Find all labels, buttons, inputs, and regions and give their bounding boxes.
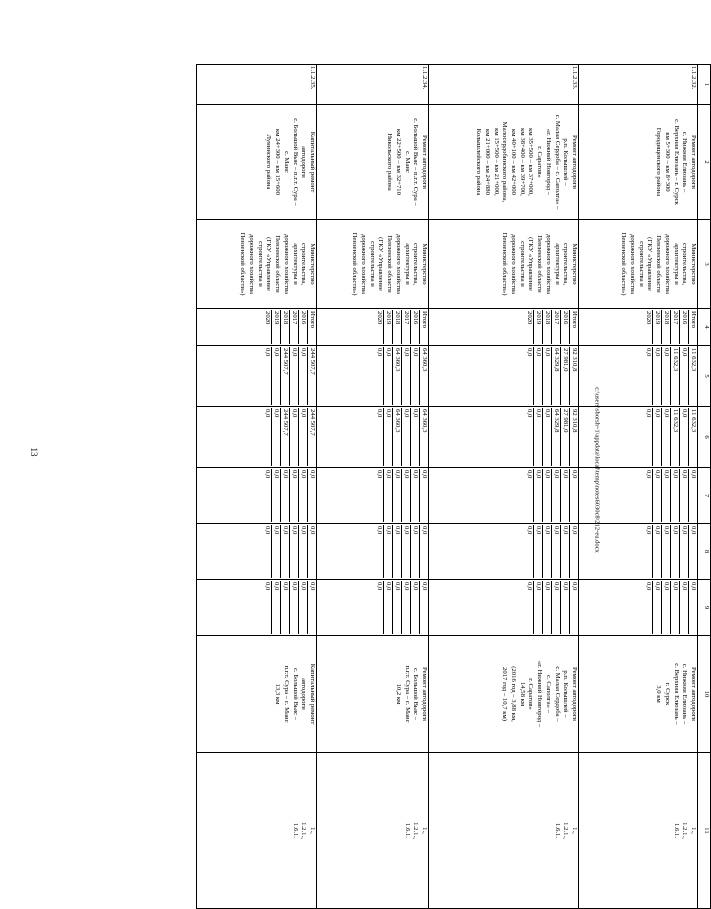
funding-col-8 bbox=[197, 524, 317, 580]
table-cell-value: Итого bbox=[420, 310, 428, 344]
funding-col-6 bbox=[579, 407, 698, 468]
table-cell-value: 0,0 bbox=[393, 469, 402, 522]
table-cell-value: 0,0 bbox=[561, 581, 570, 634]
table-cell-value: 0,0 bbox=[290, 581, 299, 634]
table-cell-value: 0,0 bbox=[411, 469, 420, 522]
table-cell-value: 0,0 bbox=[411, 581, 420, 634]
executor: Министерство строительства, архитектуры и дорожного хозяйства Пензенской области (ГКУ «Управление строительства и дорожного хозяйства Пензенской области») bbox=[197, 220, 317, 309]
funding-col-9 bbox=[317, 580, 429, 636]
row-number: 1.1.2.32. bbox=[579, 65, 698, 105]
year-breakdown bbox=[264, 525, 316, 578]
table-cell-value: 0,0 bbox=[570, 581, 578, 634]
table-cell-value: 2018 bbox=[281, 310, 290, 344]
table-cell-value: 0,0 bbox=[680, 347, 689, 405]
funding-col-7 bbox=[579, 468, 698, 524]
header-cell: 10 bbox=[698, 636, 711, 753]
table-cell-value: 0,0 bbox=[411, 525, 420, 578]
program-table bbox=[196, 64, 711, 909]
table-cell-value: 2016 bbox=[680, 310, 689, 344]
table-cell-value: 0,0 bbox=[264, 409, 272, 418]
table-cell-value: 2020 bbox=[645, 311, 653, 325]
funding-total bbox=[197, 346, 317, 407]
table-cell-value: 64 360,3 bbox=[393, 347, 402, 405]
table-cell-value: 2017 bbox=[671, 310, 680, 344]
table-cell-value: 92 310,8 bbox=[570, 408, 578, 466]
table-cell-value: 0,0 bbox=[662, 347, 671, 405]
table-cell-value: 0,0 bbox=[281, 581, 290, 634]
table-cell-value: 0,0 bbox=[402, 469, 411, 522]
table-cell-value: 0,0 bbox=[653, 525, 662, 578]
year-breakdown bbox=[526, 408, 578, 466]
table-cell-value: 0,0 bbox=[393, 581, 402, 634]
page-number: 13 bbox=[29, 447, 39, 457]
rotated-table-container bbox=[184, 64, 711, 908]
event-name: Капитальный ремонт автодороги с. Большой Вьяс – п.г.т. Сура – с. Маис км 24+300 – км 15+600 Лунинского района bbox=[197, 105, 317, 220]
table-cell-value: 0,0 bbox=[662, 469, 671, 522]
table-cell-value: 27 981,0 bbox=[561, 408, 570, 466]
indicators: 1., 1.2.1., 1.6.1. bbox=[317, 753, 429, 909]
table-cell-value: 0,0 bbox=[264, 348, 272, 357]
table-cell-value: 0,0 bbox=[570, 469, 578, 522]
table-cell-value: 0,0 bbox=[420, 525, 428, 578]
table-cell-value: 0,0 bbox=[299, 469, 308, 522]
table-cell-value: 0,0 bbox=[290, 525, 299, 578]
year-breakdown bbox=[645, 347, 697, 405]
table-cell-value: 0,0 bbox=[543, 469, 552, 522]
funding-total bbox=[317, 346, 429, 407]
table-cell-value: 0,0 bbox=[290, 408, 299, 466]
table-cell-value: 2018 bbox=[393, 310, 402, 344]
table-cell-value: 0,0 bbox=[534, 347, 543, 405]
funding-col-6 bbox=[317, 407, 429, 468]
table-row bbox=[317, 65, 429, 909]
year-breakdown bbox=[376, 469, 428, 522]
header-cell: 3 bbox=[698, 220, 711, 309]
years-column bbox=[317, 309, 429, 346]
year-breakdown bbox=[376, 525, 428, 578]
year-breakdown bbox=[264, 469, 316, 522]
table-cell-value: 0,0 bbox=[543, 581, 552, 634]
table-cell-value: 0,0 bbox=[290, 469, 299, 522]
table-cell-value: 0,0 bbox=[376, 526, 384, 535]
year-breakdown bbox=[264, 581, 316, 634]
table-cell-value: 0,0 bbox=[376, 409, 384, 418]
table-cell-value: 0,0 bbox=[384, 469, 393, 522]
table-cell-value: 0,0 bbox=[402, 408, 411, 466]
table-cell-value: 2019 bbox=[272, 310, 281, 344]
table-cell-value: 0,0 bbox=[526, 526, 534, 535]
table-cell-value: 0,0 bbox=[376, 582, 384, 591]
table-cell-value: 0,0 bbox=[402, 581, 411, 634]
table-cell-value: 0,0 bbox=[561, 525, 570, 578]
table-cell-value: 0,0 bbox=[680, 525, 689, 578]
indicators: 1., 1.2.1., 1.6.1. bbox=[197, 753, 317, 909]
table-cell-value: 2019 bbox=[653, 310, 662, 344]
table-cell-value: 0,0 bbox=[420, 581, 428, 634]
table-cell-value: 0,0 bbox=[645, 526, 653, 535]
year-breakdown bbox=[376, 408, 428, 466]
table-cell-value: 11 632,3 bbox=[671, 408, 680, 466]
year-breakdown bbox=[645, 581, 697, 634]
executor: Министерство строительства, архитектуры и дорожного хозяйства Пензенской области (ГКУ «Управление строительства и дорожного хозяйства Пензенской области») bbox=[429, 220, 579, 309]
table-cell-value: 244 507,7 bbox=[281, 408, 290, 466]
table-cell-value: 64 329,8 bbox=[552, 347, 561, 405]
table-cell-value: 0,0 bbox=[281, 525, 290, 578]
funding-col-6 bbox=[429, 407, 579, 468]
table-cell-value: 0,0 bbox=[689, 469, 697, 522]
table-cell-value: 0,0 bbox=[264, 582, 272, 591]
table-cell-value: 0,0 bbox=[671, 469, 680, 522]
table-cell-value: 0,0 bbox=[552, 581, 561, 634]
table-cell-value: 0,0 bbox=[272, 347, 281, 405]
table-cell-value: 0,0 bbox=[290, 347, 299, 405]
year-breakdown bbox=[526, 469, 578, 522]
funding-col-6 bbox=[197, 407, 317, 468]
indicators: 1., 1.2.1., 1.6.1. bbox=[429, 753, 579, 909]
year-breakdown bbox=[264, 408, 316, 466]
header-cell: 9 bbox=[698, 580, 711, 636]
table-cell-value: 0,0 bbox=[552, 525, 561, 578]
table-cell-value: 0,0 bbox=[680, 469, 689, 522]
table-cell-value: 0,0 bbox=[543, 347, 552, 405]
header-cell: 1 bbox=[698, 65, 711, 105]
header-cell: 4 bbox=[698, 309, 711, 346]
table-row bbox=[197, 65, 317, 909]
table-cell-value: 0,0 bbox=[420, 469, 428, 522]
footer-file-path: c:\users\sborsh~1\appdata\local\temp\notes6030c8\212-eu.docx bbox=[593, 387, 601, 553]
year-breakdown bbox=[526, 310, 578, 344]
funding-col-7 bbox=[317, 468, 429, 524]
funding-col-7 bbox=[197, 468, 317, 524]
table-cell-value: 0,0 bbox=[402, 525, 411, 578]
row-number: 1.1.2.35. bbox=[197, 65, 317, 105]
table-cell-value: 2016 bbox=[411, 310, 420, 344]
table-cell-value: 244 507,7 bbox=[281, 347, 290, 405]
table-cell-value: 0,0 bbox=[272, 581, 281, 634]
table-cell-value: Итого bbox=[308, 310, 316, 344]
table-cell-value: 0,0 bbox=[402, 347, 411, 405]
table-cell-value: 0,0 bbox=[653, 408, 662, 466]
table-cell-value: Итого bbox=[570, 310, 578, 344]
table-cell-value: 0,0 bbox=[376, 348, 384, 357]
expected-result: Ремонт автодороги с. Нижняя Елюзань – с. Верхняя Елюзань – г. Сурск 3,0 км bbox=[579, 636, 698, 753]
table-cell-value: 0,0 bbox=[645, 409, 653, 418]
expected-result: Ремонт автодороги с. Большой Вьяс – п.г.т. Сура – с. Маис 10,2 км bbox=[317, 636, 429, 753]
table-cell-value: 64 360,3 bbox=[420, 408, 428, 466]
event-name: Ремонт автодороги с. Нижняя Елюзань – с. Верхняя Елюзань – г. Сурск км 5+300 – км 8+300 Городищенского района bbox=[579, 105, 698, 220]
table-cell-value: 0,0 bbox=[299, 581, 308, 634]
table-cell-value: 64 360,3 bbox=[393, 408, 402, 466]
table-row bbox=[579, 65, 698, 909]
year-breakdown bbox=[526, 347, 578, 405]
header-cell: 5 bbox=[698, 346, 711, 407]
table-cell-value: 0,0 bbox=[561, 469, 570, 522]
table-cell-value: 2018 bbox=[543, 310, 552, 344]
year-breakdown bbox=[645, 469, 697, 522]
table-cell-value: 0,0 bbox=[653, 581, 662, 634]
year-breakdown bbox=[264, 347, 316, 405]
table-cell-value: 0,0 bbox=[645, 582, 653, 591]
table-cell-value: 0,0 bbox=[543, 408, 552, 466]
table-cell-value: 0,0 bbox=[680, 408, 689, 466]
row-number: 1.1.2.34. bbox=[317, 65, 429, 105]
header-cell: 11 bbox=[698, 753, 711, 909]
row-number: 1.1.2.33. bbox=[429, 65, 579, 105]
table-cell-value: 2020 bbox=[264, 311, 272, 325]
year-breakdown bbox=[645, 525, 697, 578]
table-cell-value: 64 360,3 bbox=[420, 347, 428, 405]
executor: Министерство строительства, архитектуры и дорожного хозяйства Пензенской области (ГКУ «Управление строительства и дорожного хозяйства Пензенской области») bbox=[579, 220, 698, 309]
table-cell-value: 0,0 bbox=[662, 408, 671, 466]
years-column bbox=[197, 309, 317, 346]
table-cell-value: 2016 bbox=[561, 310, 570, 344]
table-cell-value: 11 632,3 bbox=[689, 347, 697, 405]
funding-col-9 bbox=[197, 580, 317, 636]
table-cell-value: 0,0 bbox=[526, 582, 534, 591]
table-cell-value: 64 329,8 bbox=[552, 408, 561, 466]
table-cell-value: 244 507,7 bbox=[308, 408, 316, 466]
table-cell-value: 0,0 bbox=[653, 469, 662, 522]
year-breakdown bbox=[526, 525, 578, 578]
table-cell-value: 0,0 bbox=[299, 525, 308, 578]
table-cell-value: 0,0 bbox=[534, 469, 543, 522]
year-breakdown bbox=[376, 347, 428, 405]
table-cell-value: 92 310,8 bbox=[570, 347, 578, 405]
indicators: 1., 1.2.1., 1.6.1. bbox=[579, 753, 698, 909]
expected-result: Капитальный ремонт автодороги с. Большой Вьяс – п.г.т. Сура – с. Маис 13,3 км bbox=[197, 636, 317, 753]
table-cell-value: 2019 bbox=[384, 310, 393, 344]
table-cell-value: 2018 bbox=[662, 310, 671, 344]
table-cell-value: 0,0 bbox=[272, 525, 281, 578]
table-cell-value: 2017 bbox=[552, 310, 561, 344]
years-column bbox=[579, 309, 698, 346]
table-cell-value: 11 632,3 bbox=[689, 408, 697, 466]
header-cell: 8 bbox=[698, 524, 711, 580]
table-cell-value: 0,0 bbox=[680, 581, 689, 634]
funding-col-8 bbox=[429, 524, 579, 580]
table-cell-value: 0,0 bbox=[543, 525, 552, 578]
table-cell-value: 0,0 bbox=[653, 347, 662, 405]
table-cell-value: 2016 bbox=[299, 310, 308, 344]
table-row bbox=[429, 65, 579, 909]
header-cell: 6 bbox=[698, 407, 711, 468]
table-cell-value: 2020 bbox=[526, 311, 534, 325]
funding-col-9 bbox=[429, 580, 579, 636]
table-cell-value: 0,0 bbox=[526, 348, 534, 357]
table-cell-value: 2017 bbox=[290, 310, 299, 344]
table-cell-value: 0,0 bbox=[570, 525, 578, 578]
table-cell-value: 0,0 bbox=[411, 347, 420, 405]
table-cell-value: 0,0 bbox=[299, 408, 308, 466]
year-breakdown bbox=[376, 310, 428, 344]
table-cell-value: Итого bbox=[689, 310, 697, 344]
year-breakdown bbox=[264, 310, 316, 344]
funding-col-7 bbox=[429, 468, 579, 524]
table-cell-value: 0,0 bbox=[299, 347, 308, 405]
funding-col-8 bbox=[317, 524, 429, 580]
table-cell-value: 0,0 bbox=[272, 408, 281, 466]
table-cell-value: 2017 bbox=[402, 310, 411, 344]
table-cell-value: 0,0 bbox=[308, 469, 316, 522]
expected-result: Ремонт автодороги р.п. Колышлей – с. Малая Сердоба – с. Саполга» – «г. Нижний Новгород – г. Саратов» 14,58 км (2016 год – 3,88 км, 2017 год – 10,7 км) bbox=[429, 636, 579, 753]
table-cell-value: 0,0 bbox=[534, 525, 543, 578]
table-cell-value: 0,0 bbox=[272, 469, 281, 522]
table-cell-value: 0,0 bbox=[534, 408, 543, 466]
year-breakdown bbox=[376, 581, 428, 634]
table-cell-value: 0,0 bbox=[308, 525, 316, 578]
table-cell-value: 27 981,0 bbox=[561, 347, 570, 405]
header-cell: 7 bbox=[698, 468, 711, 524]
table-cell-value: 0,0 bbox=[264, 526, 272, 535]
table-cell-value: 0,0 bbox=[264, 470, 272, 479]
table-cell-value: 0,0 bbox=[689, 525, 697, 578]
year-breakdown bbox=[526, 581, 578, 634]
table-cell-value: 0,0 bbox=[671, 581, 680, 634]
table-cell-value: 0,0 bbox=[526, 409, 534, 418]
table-cell-value: 11 632,3 bbox=[671, 347, 680, 405]
year-breakdown bbox=[645, 408, 697, 466]
table-cell-value: 0,0 bbox=[534, 581, 543, 634]
table-cell-value: 0,0 bbox=[552, 469, 561, 522]
table-cell-value: 0,0 bbox=[384, 347, 393, 405]
table-cell-value: 0,0 bbox=[281, 469, 290, 522]
funding-total bbox=[579, 346, 698, 407]
funding-col-9 bbox=[579, 580, 698, 636]
table-cell-value: 2020 bbox=[376, 311, 384, 325]
table-cell-value: 0,0 bbox=[384, 525, 393, 578]
table-cell-value: 244 507,7 bbox=[308, 347, 316, 405]
table-cell-value: 0,0 bbox=[384, 408, 393, 466]
table-cell-value: 0,0 bbox=[393, 525, 402, 578]
years-column bbox=[429, 309, 579, 346]
event-name: Ремонт автодороги с. Большой Вьяс – п.г.т. Сура – с. Маис км 22+500 – км 32+710 Никольского района bbox=[317, 105, 429, 220]
table-cell-value: 0,0 bbox=[645, 348, 653, 357]
funding-col-8 bbox=[579, 524, 698, 580]
table-cell-value: 0,0 bbox=[671, 525, 680, 578]
table-cell-value: 0,0 bbox=[689, 581, 697, 634]
table-cell-value: 0,0 bbox=[411, 408, 420, 466]
table-cell-value: 0,0 bbox=[308, 581, 316, 634]
funding-total bbox=[429, 346, 579, 407]
table-cell-value: 0,0 bbox=[662, 525, 671, 578]
executor: Министерство строительства, архитектуры и дорожного хозяйства Пензенской области (ГКУ «Управление строительства и дорожного хозяйства Пензенской области») bbox=[317, 220, 429, 309]
table-cell-value: 0,0 bbox=[526, 470, 534, 479]
table-cell-value: 2019 bbox=[534, 310, 543, 344]
header-cell: 2 bbox=[698, 105, 711, 220]
header-row bbox=[698, 65, 711, 909]
table-cell-value: 0,0 bbox=[645, 470, 653, 479]
table-cell-value: 0,0 bbox=[376, 470, 384, 479]
table-cell-value: 0,0 bbox=[384, 581, 393, 634]
event-name: Ремонт автодороги р.п. Колышлей – с. Малая Сердоба – с. Саполга» – «г. Нижний Новгород – г. Саратов» км 35+500 – км 37+000, км 38+400 – км 39+700, км 40+100 – км 42+000 Малосердобинского района, км 15+500 – км 21+000, км 21+000 – км 24+880 Колышлейского района bbox=[429, 105, 579, 220]
table-cell-value: 0,0 bbox=[662, 581, 671, 634]
year-breakdown bbox=[645, 310, 697, 344]
